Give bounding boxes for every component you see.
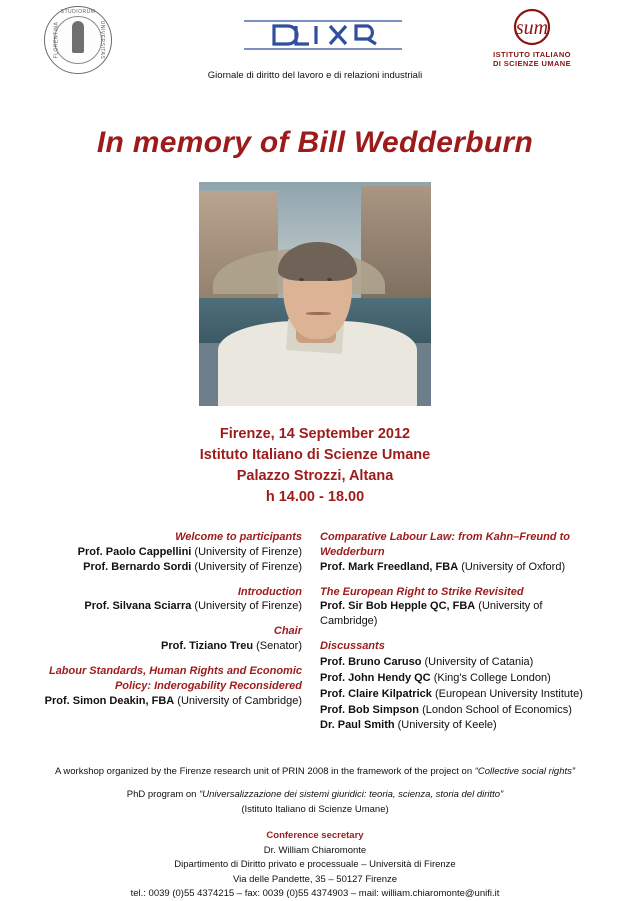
discussant-entry	[320, 671, 588, 686]
seal-text-top: STUDIORUM	[60, 9, 96, 15]
speaker-name: Prof. Simon Deakin, FBA	[44, 694, 175, 707]
speaker-name: Prof. Bruno Caruso	[320, 655, 422, 668]
portrait-photo-wrapper	[0, 182, 630, 406]
dlri-caption: Giornale di diritto del lavoro e di relazioni industriali	[207, 70, 423, 81]
speaker-entry	[32, 639, 302, 654]
speaker-entry	[320, 560, 588, 575]
speaker-entry	[32, 694, 302, 709]
phd-note-prefix: PhD program on	[126, 789, 200, 801]
section-title: Discussants	[320, 640, 385, 653]
sum-institute-logo	[478, 8, 586, 70]
poster-footer	[0, 765, 630, 901]
workshop-note-prefix: A workshop organized by the Firenze research unit of PRIN 2008 in the framework of the project on	[54, 766, 475, 778]
speaker-name: Prof. Silvana Sciarra	[84, 600, 192, 613]
speaker-name: Prof. John Hendy QC	[320, 671, 431, 684]
speaker-entry	[32, 599, 302, 614]
speaker-name: Dr. Paul Smith	[320, 719, 395, 732]
page-title: In memory of Bill Wedderburn	[96, 126, 534, 159]
speaker-affiliation: (London School of Economics)	[422, 703, 572, 716]
program-section-introduction	[32, 585, 302, 615]
speaker-entry	[320, 599, 588, 629]
program-section	[0, 530, 630, 743]
section-title: The European Right to Strike Revisited	[320, 585, 524, 598]
speaker-name: Prof. Paolo Cappellini	[77, 545, 192, 558]
discussant-entry	[320, 718, 588, 733]
workshop-organizer-note	[26, 765, 604, 779]
poster-header	[0, 0, 630, 92]
section-title: Welcome to participants	[175, 531, 302, 544]
speaker-affiliation: (University of Catania)	[424, 655, 534, 668]
speaker-affiliation: (University of Oxford)	[461, 560, 566, 573]
speaker-affiliation: (Senator)	[256, 640, 302, 653]
portrait-photo	[199, 182, 431, 406]
speaker-affiliation: (King's College London)	[433, 671, 551, 684]
section-title: Comparative Labour Law: from Kahn–Freund to Wedderburn	[320, 531, 570, 558]
speaker-affiliation: (University of Firenze)	[194, 600, 302, 613]
secretary-name: Dr. William Chiaromonte	[263, 845, 367, 857]
speaker-entry	[32, 560, 302, 575]
secretary-address: Via delle Pandette, 35 – 50127 Firenze	[232, 873, 398, 885]
speaker-name: Prof. Claire Kilpatrick	[320, 687, 432, 700]
speaker-affiliation: (European University Institute)	[434, 687, 583, 700]
event-venue: Palazzo Strozzi, Altana	[236, 468, 394, 485]
speaker-name: Prof. Sir Bob Hepple QC, FBA	[320, 600, 476, 613]
secretary-department: Dipartimento di Diritto privato e processuale – Università di Firenze	[174, 859, 456, 871]
speaker-affiliation: (University of Cambridge)	[177, 694, 302, 707]
speaker-name: Prof. Bernardo Sordi	[83, 560, 192, 573]
event-details	[0, 424, 630, 508]
program-section-chair	[32, 624, 302, 654]
speaker-affiliation: (University of Firenze)	[194, 545, 302, 558]
university-of-florence-seal-logo	[44, 6, 110, 72]
phd-program-institute: (Istituto Italiano di Scienze Umane)	[241, 803, 389, 815]
event-date-city: Firenze, 14 September 2012	[219, 426, 411, 442]
section-title: Chair	[273, 625, 302, 638]
seal-text-left: FLORENTINA	[53, 21, 60, 59]
seal-text-right: UNIVERSITAS	[98, 20, 105, 60]
discussant-entry	[320, 687, 588, 702]
program-column-right	[320, 530, 588, 743]
event-time: h 14.00 - 18.00	[265, 489, 365, 506]
speaker-affiliation: (University of Cambridge)	[320, 600, 543, 628]
program-section-welcome	[32, 530, 302, 575]
phd-program-title: “Universalizzazione dei sistemi giuridici: teoria, scienza, storia del diritto”	[199, 789, 504, 801]
speaker-name: Prof. Mark Freedland, FBA	[320, 560, 459, 573]
phd-program-note	[26, 788, 604, 817]
section-title: Introduction	[237, 585, 302, 598]
conference-secretary-heading: Conference secretary	[266, 829, 364, 841]
event-institute: Istituto Italiano di Scienze Umane	[199, 447, 431, 464]
section-title: Labour Standards, Human Rights and Economic Policy: Inderogability Reconsidered	[48, 664, 302, 692]
program-section-right-to-strike	[320, 585, 588, 630]
program-section-labour-standards	[32, 664, 302, 709]
program-column-left	[32, 530, 302, 743]
program-section-discussants	[320, 639, 588, 733]
program-section-comparative-labour-law	[320, 530, 588, 575]
speaker-affiliation: (University of Firenze)	[194, 560, 302, 573]
sum-name-line1: ISTITUTO ITALIANO	[493, 50, 571, 59]
speaker-entry	[32, 545, 302, 560]
svg-text:sum: sum	[515, 17, 549, 39]
speaker-affiliation: (University of Keele)	[397, 719, 497, 732]
discussant-entry	[320, 655, 588, 670]
secretary-contacts: tel.: 0039 (0)55 4374215 – fax: 0039 (0)55 4374903 – mail: william.chiaromonte@unifi.it	[130, 887, 500, 899]
dlri-logo	[244, 12, 402, 58]
workshop-project-title: “Collective social rights”	[474, 766, 576, 778]
speaker-name: Prof. Tiziano Treu	[160, 640, 254, 653]
speaker-name: Prof. Bob Simpson	[320, 703, 419, 716]
discussant-entry	[320, 703, 588, 718]
secretary-details	[26, 844, 604, 901]
sum-name-line2: DI SCIENZE UMANE	[492, 59, 572, 69]
